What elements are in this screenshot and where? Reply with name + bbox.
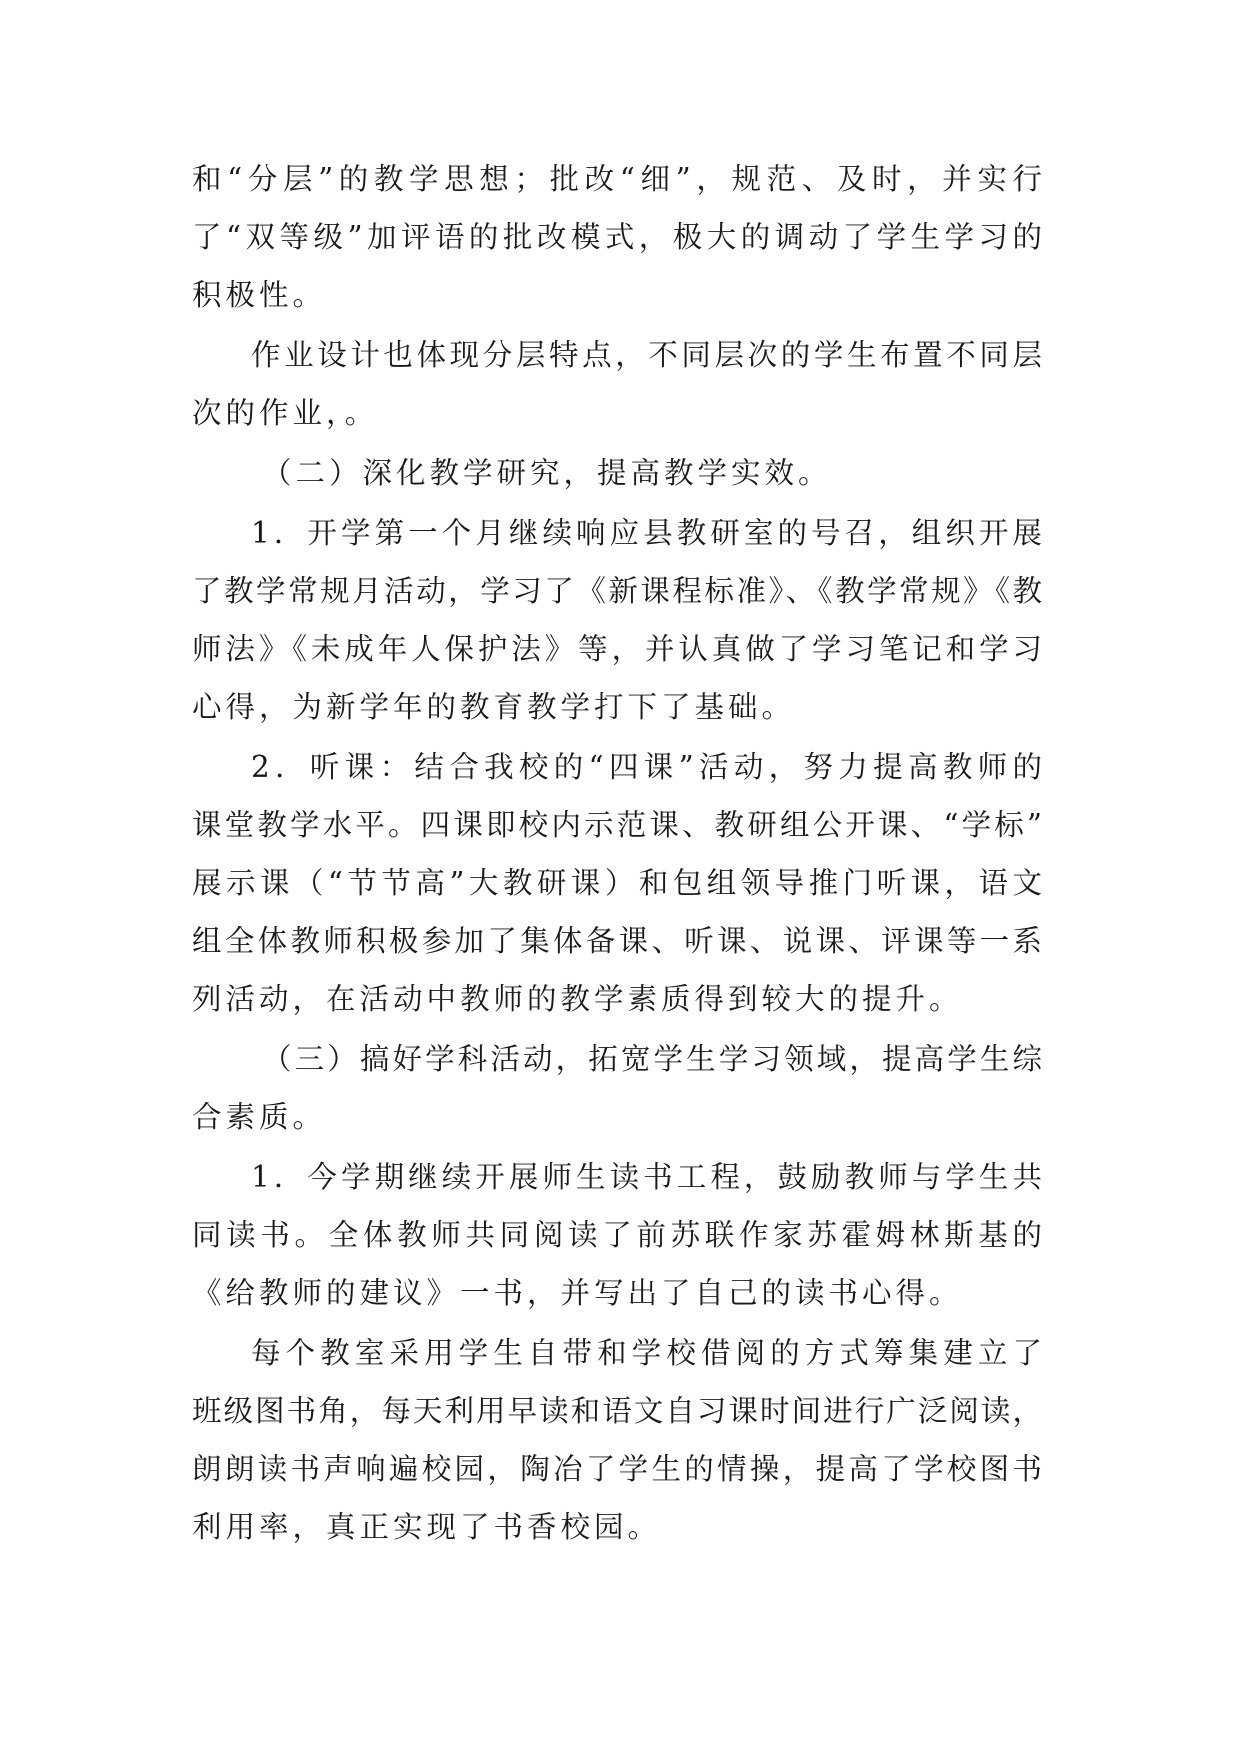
text-line: 作业设计也体现分层特点，不同层次的学生布置不同层 — [251, 338, 1042, 372]
text-line: 《给教师的建议》一书，并写出了自己的读书心得。 — [192, 1276, 963, 1310]
text-line: 了“双等级”加评语的批改模式，极大的调动了学生学习的 — [192, 220, 1042, 254]
text-line: 合素质。 — [192, 1100, 327, 1134]
text-line: 同读书。全体教师共同阅读了前苏联作家苏霍姆林斯基的 — [192, 1218, 1042, 1252]
text-line: 展示课（“节节高”大教研课）和包组领导推门听课，语文 — [192, 866, 1042, 900]
body-text — [192, 150, 1042, 1556]
text-line: 班级图书角，每天利用早读和语文自习课时间进行广泛阅读， — [192, 1394, 1042, 1428]
text-line: 2．听课：结合我校的“四课”活动，努力提高教师的 — [251, 750, 1042, 784]
text-line: 列活动，在活动中教师的教学素质得到较大的提升。 — [192, 982, 963, 1016]
text-line: 师法》《未成年人保护法》等，并认真做了学习笔记和学习 — [192, 632, 1042, 666]
text-line: 次的作业，。 — [192, 396, 379, 430]
text-line: 利用率，真正实现了书香校园。 — [192, 1510, 662, 1544]
text-line: 和“分层”的教学思想；批改“细”，规范、及时，并实行 — [192, 162, 1042, 196]
text-line: 课堂教学水平。四课即校内示范课、教研组公开课、“学标” — [192, 808, 1042, 842]
text-line: 心得，为新学年的教育教学打下了基础。 — [192, 690, 796, 724]
text-line: 1．今学期继续开展师生读书工程，鼓励教师与学生共 — [251, 1160, 1042, 1194]
text-line: 朗朗读书声响遍校园，陶冶了学生的情操，提高了学校图书 — [192, 1452, 1042, 1486]
text-line: 积极性。 — [192, 278, 327, 312]
text-line: 1．开学第一个月继续响应县教研室的号召，组织开展 — [251, 516, 1042, 550]
section-heading: （二）深化教学研究，提高教学实效。 — [262, 456, 832, 490]
text-line: 组全体教师积极参加了集体备课、听课、说课、评课等一系 — [192, 924, 1042, 958]
section-heading: （三）搞好学科活动，拓宽学生学习领域，提高学生综 — [262, 1042, 1042, 1076]
text-line: 了教学常规月活动，学习了《新课程标准》、《教学常规》《教 — [192, 574, 1042, 608]
text-line: 每个教室采用学生自带和学校借阅的方式筹集建立了 — [251, 1336, 1042, 1370]
